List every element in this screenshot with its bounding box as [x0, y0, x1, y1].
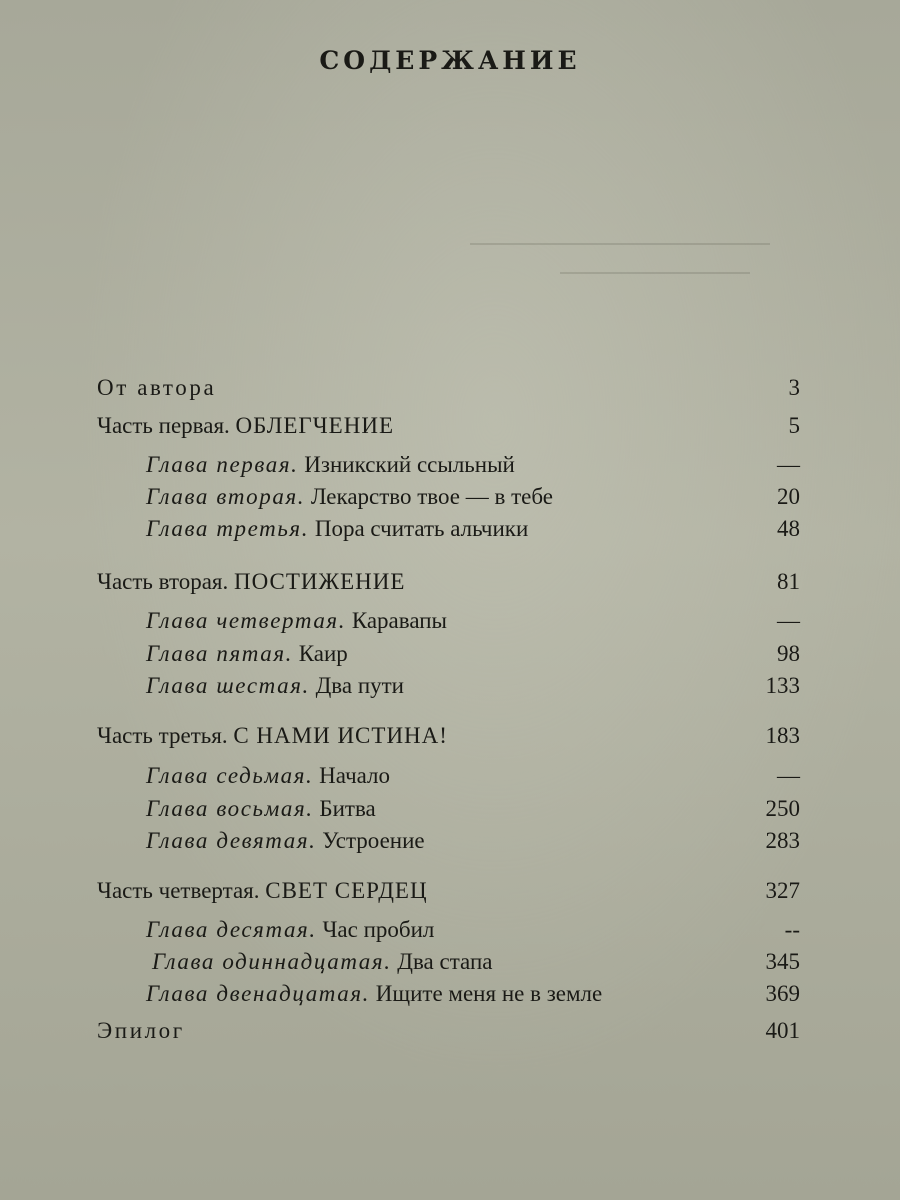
- toc-page-number: 20: [777, 484, 800, 509]
- toc-entry-label: [152, 947, 492, 977]
- part-prefix: Часть четвертая.: [97, 878, 260, 903]
- toc-page-number: 369: [765, 981, 800, 1006]
- part-prefix: Часть вторая.: [97, 569, 229, 594]
- chapter-title: Начало: [319, 763, 391, 788]
- chapter-title: Два стапа: [397, 949, 493, 974]
- chapter-title: Лекарство твое — в тебе: [310, 484, 553, 509]
- chapter-title: Ищите меня не в земле: [375, 981, 603, 1006]
- part-title: ПОСТИЖЕНИЕ: [233, 569, 406, 594]
- chapter-prefix: Глава шестая.: [146, 673, 310, 698]
- toc-entry-label: [146, 761, 390, 791]
- toc-entry-preface: [0, 373, 900, 405]
- chapter-prefix: Глава четвертая.: [146, 608, 347, 633]
- toc-part-three: [0, 721, 900, 753]
- part-title: ОБЛЕГЧЕНИЕ: [235, 413, 394, 438]
- toc-chapter-nine: [0, 826, 900, 858]
- chapter-prefix: Глава вторая.: [146, 484, 306, 509]
- chapter-prefix: Глава одиннадцатая.: [152, 949, 392, 974]
- part-title: СВЕТ СЕРДЕЦ: [265, 878, 428, 903]
- toc-page-number: —: [777, 452, 800, 477]
- toc-entry-label: [146, 514, 528, 544]
- toc-entry-label: [146, 979, 602, 1009]
- toc-entry-label: [146, 482, 553, 512]
- toc-chapter-seven: [0, 761, 900, 793]
- toc-page-number: 250: [765, 796, 800, 821]
- toc-entry-label: [97, 411, 394, 441]
- chapter-prefix: Глава седьмая.: [146, 763, 314, 788]
- toc-entry-label: [146, 606, 447, 636]
- toc-entry-label: [146, 671, 404, 701]
- toc-page-number: 98: [777, 641, 800, 666]
- toc-chapter-ten: [0, 915, 900, 947]
- part-title: С НАМИ ИСТИНА!: [233, 723, 448, 748]
- chapter-title: Устроение: [322, 828, 425, 853]
- chapter-title: Каравапы: [351, 608, 447, 633]
- toc-entry-label: От автора: [97, 375, 217, 400]
- toc-chapter-eleven: [6, 947, 900, 979]
- toc-chapter-six: [0, 671, 900, 703]
- toc-page-number: 327: [765, 878, 800, 903]
- toc-entry-label: [146, 639, 348, 669]
- part-prefix: Часть первая.: [97, 413, 230, 438]
- toc-page-number: --: [784, 917, 800, 942]
- toc-chapter-five: [0, 639, 900, 671]
- toc-entry-label: [97, 567, 405, 597]
- toc-page-number: —: [777, 763, 800, 788]
- toc-page-number: 133: [765, 673, 800, 698]
- chapter-prefix: Глава восьмая.: [146, 796, 314, 821]
- chapter-prefix: Глава двенадцатая.: [146, 981, 371, 1006]
- toc-part-four: [0, 876, 900, 908]
- toc-entry-label: [97, 721, 448, 751]
- toc-chapter-one: [0, 450, 900, 482]
- toc-page-number: 5: [788, 413, 800, 438]
- toc-chapter-two: [0, 482, 900, 514]
- toc-entry-label: [97, 876, 428, 906]
- toc-chapter-three: [0, 514, 900, 546]
- toc-page-number: 81: [777, 569, 800, 594]
- toc-page-number: —: [777, 608, 800, 633]
- toc-entry-label: [146, 794, 376, 824]
- part-prefix: Часть третья.: [97, 723, 228, 748]
- toc-page-number: 48: [777, 516, 800, 541]
- chapter-prefix: Глава десятая.: [146, 917, 317, 942]
- toc-page-number: 283: [765, 828, 800, 853]
- toc-page-number: 401: [765, 1018, 800, 1043]
- toc-page-number: 3: [788, 375, 800, 400]
- toc-chapter-twelve: [0, 979, 900, 1011]
- toc-part-two: [0, 567, 900, 599]
- toc-page-number: 345: [765, 949, 800, 974]
- toc-entry-label: [146, 450, 515, 480]
- chapter-title: Час пробил: [322, 917, 435, 942]
- toc-entry-label: Эпилог: [97, 1018, 185, 1043]
- toc-entry-epilogue: [0, 1016, 900, 1048]
- chapter-title: Два пути: [315, 673, 404, 698]
- chapter-prefix: Глава третья.: [146, 516, 310, 541]
- chapter-prefix: Глава первая.: [146, 452, 299, 477]
- toc-entry-label: [146, 826, 425, 856]
- toc-chapter-eight: [0, 794, 900, 826]
- chapter-prefix: Глава пятая.: [146, 641, 293, 666]
- toc-chapter-four: [0, 606, 900, 638]
- toc-entry-label: [146, 915, 434, 945]
- page-title: СОДЕРЖАНИЕ: [319, 46, 581, 75]
- toc-part-one: [0, 411, 900, 443]
- chapter-title: Изникский ссыльный: [304, 452, 515, 477]
- chapter-prefix: Глава девятая.: [146, 828, 317, 853]
- chapter-title: Битва: [319, 796, 376, 821]
- chapter-title: Каир: [298, 641, 348, 666]
- toc-page-number: 183: [765, 723, 800, 748]
- chapter-title: Пора считать альчики: [314, 516, 529, 541]
